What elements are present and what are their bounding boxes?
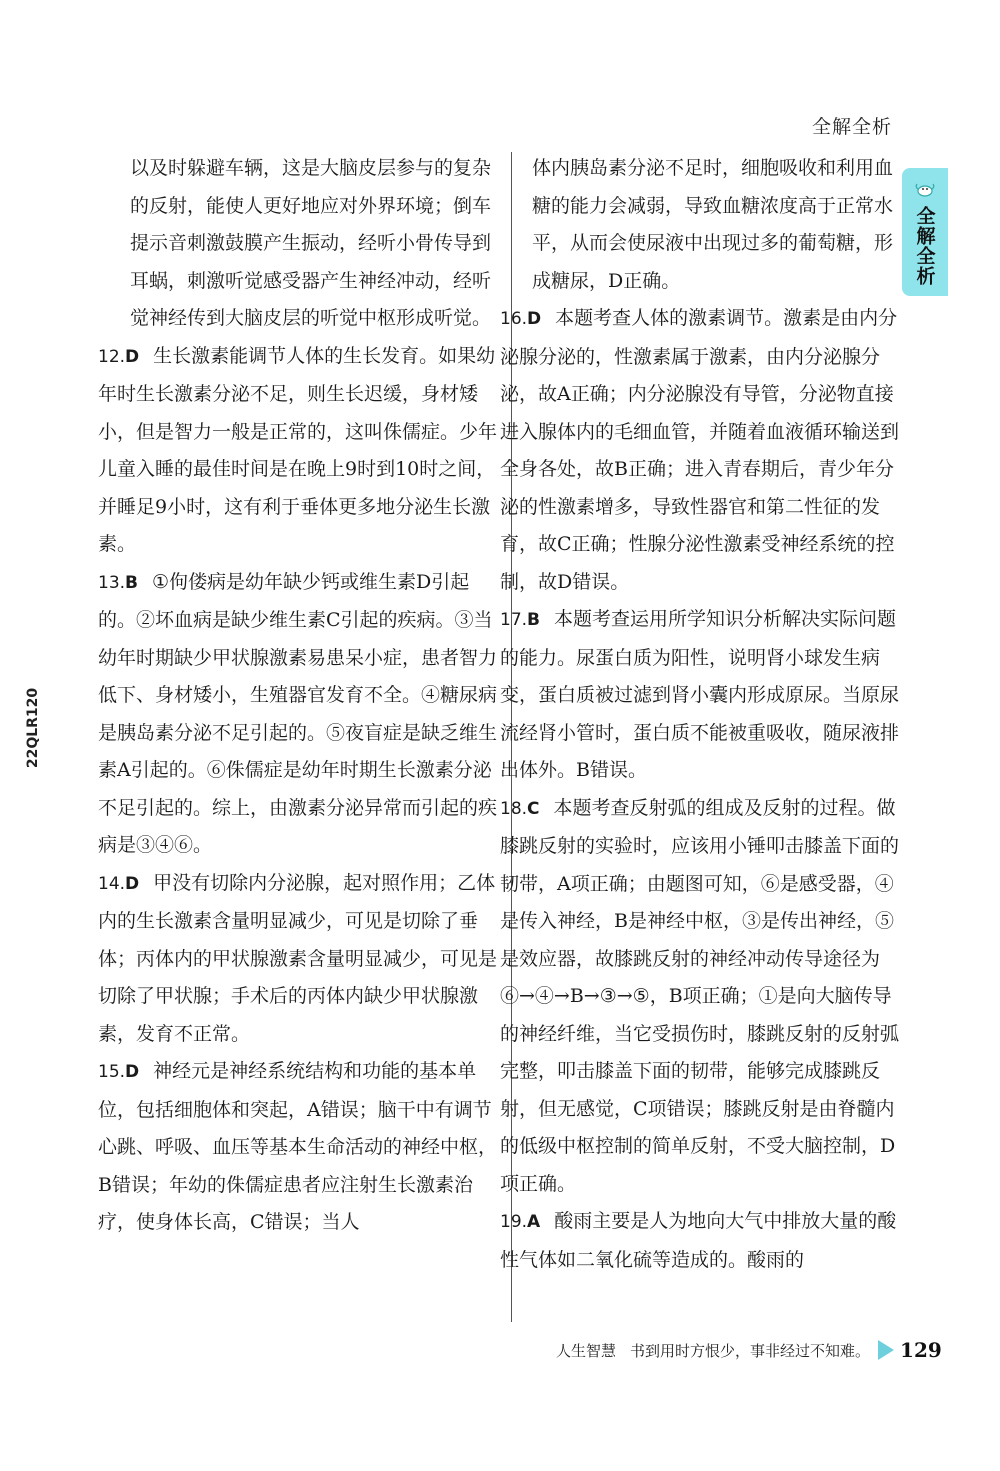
answer-letter: D (125, 1062, 140, 1082)
answer-letter: A (527, 1212, 541, 1232)
page-number: 129 (900, 1338, 942, 1362)
explanation-text: ①佝偻病是幼年缺少钙或维生素D引起的。②坏血病是缺少维生素C引起的疾病。③当幼年时期缺少甲状腺激素易患呆小症，患者智力低下、身材矮小，生殖器官发育不全。④糖尿病是胰岛素分泌不足引起的。⑤夜盲症是缺乏维生素A引起的。⑥侏儒症是幼年时期生长激素分泌不足引起的。综上，由激素分泌异常而引起的疾病是③④⑥。 (98, 570, 498, 856)
explanation-text: 本题考查反射弧的组成及反射的过程。做膝跳反射的实验时，应该用小锤叩击膝盖下面的韧带，A项正确；由题图可知，⑥是感受器，④是传入神经，B是神经中枢，③是传出神经，⑤是效应器，故膝跳反射的神经冲动传导途径为⑥→④→B→③→⑤，B项正确；①是向大脑传导的神经纤维，当它受损伤时，膝跳反射的反射弧完整，叩击膝盖下面的韧带，能够完成膝跳反射，但无感觉，C项错误；膝跳反射是由脊髓内的低级中枢控制的简单反射，不受大脑控制，D项正确。 (500, 796, 900, 1195)
answer-letter: D (527, 309, 542, 329)
continuation-paragraph: 以及时躲避车辆，这是大脑皮层参与的复杂的反射，能使人更好地应对外界环境；倒车提示音刺激鼓膜产生振动，经听小骨传导到耳蜗，刺激听觉感受器产生神经冲动，经听觉神经传到大脑皮层的听觉中枢形成听觉。 (130, 157, 492, 329)
explanation-text: 神经元是神经系统结构和功能的基本单位，包括细胞体和突起，A错误；脑干中有调节心跳、呼吸、血压等基本生命活动的神经中枢，B错误；年幼的侏儒症患者应注射生长激素治疗，使身体长高，C错误；当人 (98, 1060, 498, 1233)
crab-icon (913, 178, 937, 200)
footer-motto: 书到用时方恨少，事非经过不知难。 (630, 1341, 871, 1360)
answer-entry (500, 601, 902, 790)
explanation-text: 本题考查运用所学知识分析解决实际问题的能力。尿蛋白质为阳性，说明肾小球发生病变，蛋白质被过滤到肾小囊内形成原尿。当原尿流经肾小管时，蛋白质不能被重吸收，随尿液排出体外。B错误。 (500, 608, 900, 781)
right-column (500, 150, 902, 1279)
continuation-paragraph: 体内胰岛素分泌不足时，细胞吸收和利用血糖的能力会减弱，导致血糖浓度高于正常水平，从而会使尿液中出现过多的葡萄糖，形成糖尿，D正确。 (532, 157, 894, 292)
play-arrow-icon (878, 1340, 894, 1360)
answer-letter: D (125, 346, 140, 367)
answer-letter: B (125, 572, 139, 593)
question-number: 18. (500, 798, 528, 819)
question-number: 14. (98, 873, 126, 894)
running-header-title: 全解全析 (811, 116, 892, 138)
book-code: 22QLR120 (25, 687, 41, 769)
answer-entry (98, 564, 500, 865)
answer-letter: D (125, 873, 140, 894)
answer-entry (98, 865, 500, 1054)
explanation-text: 甲没有切除内分泌腺，起对照作用；乙体内的生长激素含量明显减少，可见是切除了垂体；丙体内的甲状腺激素含量明显减少，可见是切除了甲状腺；手术后的丙体内缺少甲状腺激素，发育不正常。 (98, 871, 498, 1045)
answer-entry (500, 1203, 902, 1279)
question-number: 17. (500, 610, 528, 630)
section-side-tab (902, 168, 948, 296)
side-tab-label: 全解全析 (913, 206, 936, 286)
footer-motto-title: 人生智慧 (556, 1341, 617, 1360)
explanation-text: 酸雨主要是人为地向大气中排放大量的酸性气体如二氧化硫等造成的。酸雨的 (500, 1210, 897, 1271)
answer-entry (500, 790, 902, 1204)
answer-letter: B (527, 610, 541, 630)
answer-letter: C (527, 798, 540, 819)
answer-entry (500, 300, 902, 601)
explanation-text: 生长激素能调节人体的生长发育。如果幼年时生长激素分泌不足，则生长迟缓，身材矮小，但是智力一般是正常的，这叫侏儒症。少年儿童入睡的最佳时间是在晚上9时到10时之间，并睡足9小时，这有利于垂体更多地分泌生长激素。 (98, 344, 498, 555)
question-number: 19. (500, 1212, 528, 1232)
question-number: 16. (500, 309, 528, 329)
question-number: 12. (98, 346, 126, 367)
question-number: 15. (98, 1062, 126, 1082)
left-column (98, 150, 500, 1242)
page-footer (556, 1338, 942, 1362)
explanation-text: 本题考查人体的激素调节。激素是由内分泌腺分泌的，性激素属于激素，由内分泌腺分泌，故A正确；内分泌腺没有导管，分泌物直接进入腺体内的毛细血管，并随着血液循环输送到全身各处，故B正确；进入青春期后，青少年分泌的性激素增多，导致性器官和第二性征的发育，故C正确；性腺分泌性激素受神经系统的控制，故D错误。 (500, 307, 900, 593)
question-number: 13. (98, 572, 126, 593)
answer-entry (98, 338, 500, 564)
answer-entry (98, 1053, 500, 1242)
